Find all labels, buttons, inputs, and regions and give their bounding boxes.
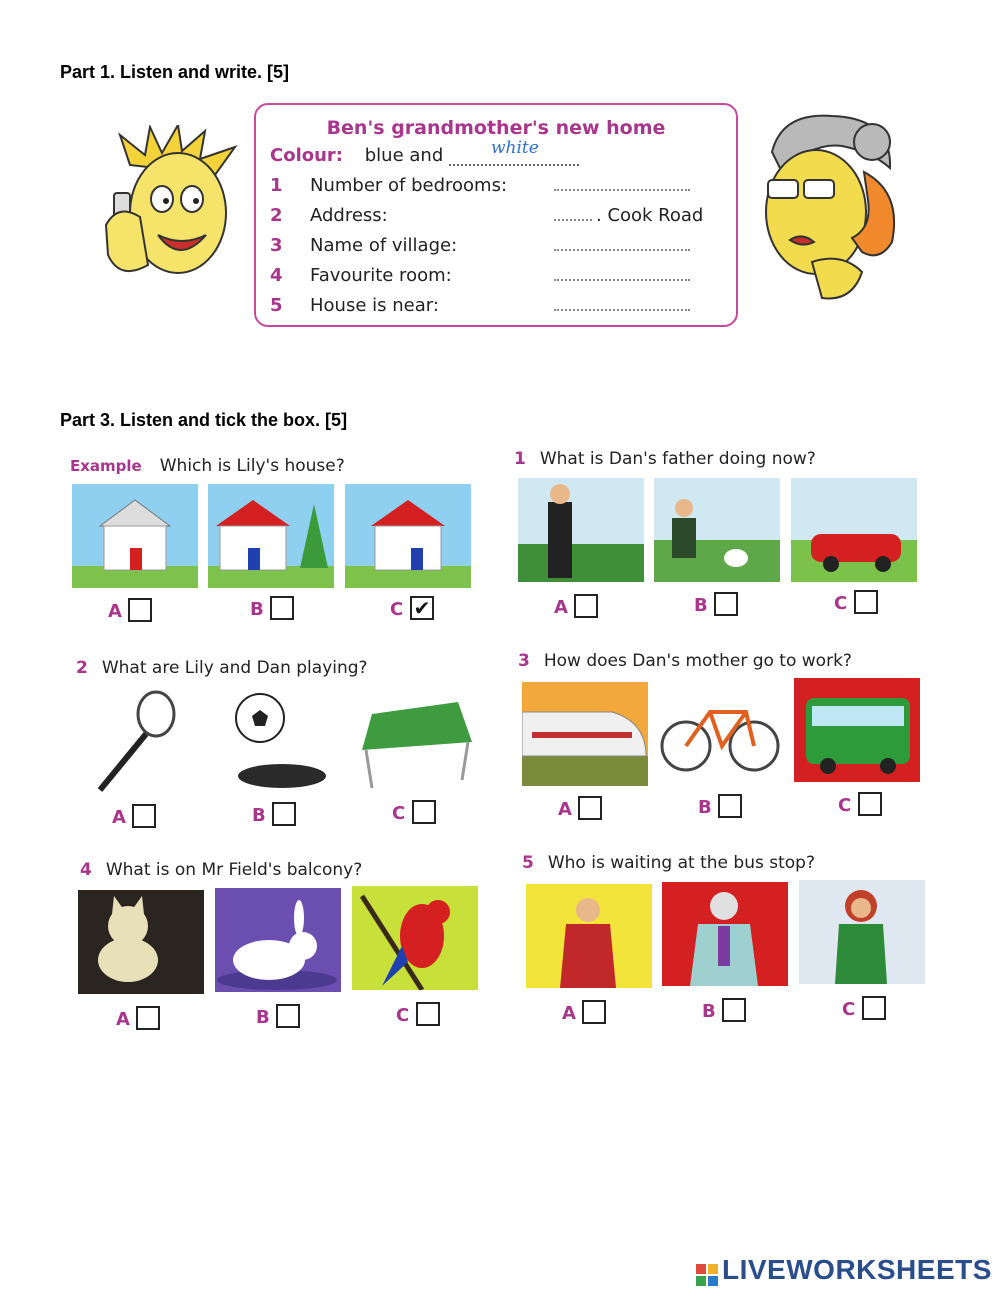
option-letter: A: [112, 807, 126, 828]
question-number: 3: [270, 235, 283, 256]
answer-field-address[interactable]: [554, 219, 592, 221]
checkbox[interactable]: [276, 1004, 300, 1028]
q3-option-a[interactable]: [558, 798, 602, 822]
question-number: 4: [270, 265, 283, 286]
question-number: 2: [76, 658, 88, 678]
question-number: 2: [270, 205, 283, 226]
answer-field-near[interactable]: [554, 309, 690, 311]
q1-picture-a: [518, 478, 644, 582]
q2-picture-b: [222, 690, 348, 794]
option-letter: B: [694, 595, 708, 616]
question-5: [522, 853, 815, 873]
option-letter: C: [392, 803, 406, 824]
checkbox[interactable]: [412, 800, 436, 824]
q5-option-a[interactable]: [562, 1002, 606, 1026]
option-letter: C: [834, 593, 848, 614]
checkbox[interactable]: [128, 598, 152, 622]
q1-option-b[interactable]: [694, 594, 738, 618]
question-1: [514, 449, 816, 469]
answer-field-bedrooms[interactable]: [554, 189, 690, 191]
question-text: Name of village:: [310, 235, 458, 256]
part1-question-1: [270, 175, 726, 201]
q3-picture-a: [522, 682, 648, 786]
question-text: How does Dan's mother go to work?: [543, 651, 852, 671]
checkbox[interactable]: [416, 1002, 440, 1026]
checkbox-ticked[interactable]: ✔: [410, 596, 434, 620]
answer-field-village[interactable]: [554, 249, 690, 251]
option-letter: A: [116, 1009, 130, 1030]
grandmother-home-box: [254, 103, 738, 327]
example-question: [70, 456, 345, 476]
question-text: Address:: [310, 205, 388, 226]
q2-option-b[interactable]: [252, 804, 296, 828]
colour-answer-field[interactable]: [449, 138, 579, 166]
example-option-a[interactable]: [108, 600, 152, 624]
option-letter: A: [108, 601, 122, 622]
q5-option-c[interactable]: [842, 998, 886, 1022]
part3-title: Part 3. Listen and tick the box. [5]: [60, 410, 348, 430]
colour-label: Colour:: [270, 145, 344, 166]
logo-text: LIVEWORKSHEETS: [722, 1254, 992, 1285]
option-letter: A: [562, 1003, 576, 1024]
q1-option-c[interactable]: [834, 592, 878, 616]
checkbox[interactable]: [136, 1006, 160, 1030]
example-label: Example: [70, 457, 142, 475]
part1-question-5: [270, 295, 726, 321]
question-text: What are Lily and Dan playing?: [101, 658, 368, 678]
address-suffix: . Cook Road: [596, 205, 704, 226]
checkbox[interactable]: [574, 594, 598, 618]
q4-option-a[interactable]: [116, 1008, 160, 1032]
checkbox[interactable]: [714, 592, 738, 616]
checkbox[interactable]: [854, 590, 878, 614]
q2-option-a[interactable]: [112, 806, 156, 830]
q5-picture-c: [799, 880, 925, 984]
option-letter: B: [702, 1001, 716, 1022]
question-number: 3: [518, 651, 530, 671]
liveworksheets-logo: [696, 1254, 992, 1286]
q4-picture-c: [352, 886, 478, 990]
boy-on-phone-illustration: [100, 125, 245, 295]
colour-row: [270, 138, 579, 166]
checkbox[interactable]: [270, 596, 294, 620]
q4-option-b[interactable]: [256, 1006, 300, 1030]
q3-option-c[interactable]: [838, 794, 882, 818]
option-letter: B: [698, 797, 712, 818]
option-letter: A: [554, 597, 568, 618]
box-title: Ben's grandmother's new home: [326, 117, 666, 139]
answer-field-room[interactable]: [554, 279, 690, 281]
example-picture-a: [72, 484, 198, 588]
question-2: [76, 658, 368, 678]
checkbox[interactable]: [272, 802, 296, 826]
question-number: 5: [522, 853, 534, 873]
option-letter: C: [396, 1005, 410, 1026]
checkbox[interactable]: [718, 794, 742, 818]
checkbox[interactable]: [858, 792, 882, 816]
question-text: What is Dan's father doing now?: [539, 449, 816, 469]
colour-prefix: blue and: [364, 145, 444, 166]
example-option-b[interactable]: [250, 598, 294, 622]
option-letter: C: [842, 999, 856, 1020]
checkbox[interactable]: [578, 796, 602, 820]
checkbox[interactable]: [862, 996, 886, 1020]
example-option-c[interactable]: [390, 598, 434, 622]
part1-question-4: [270, 265, 726, 291]
q3-picture-c: [794, 678, 920, 782]
question-text: What is on Mr Field's balcony?: [105, 860, 363, 880]
example-picture-c: [345, 484, 471, 588]
q5-picture-a: [526, 884, 652, 988]
part1-question-3: [270, 235, 726, 261]
question-number: 1: [514, 449, 526, 469]
part1-title: Part 1. Listen and write. [5]: [60, 62, 290, 82]
option-letter: C: [838, 795, 852, 816]
option-letter: B: [252, 805, 266, 826]
option-letter: B: [256, 1007, 270, 1028]
question-text: Favourite room:: [310, 265, 452, 286]
example-picture-b: [208, 484, 334, 588]
checkbox[interactable]: [582, 1000, 606, 1024]
question-text: House is near:: [310, 295, 439, 316]
question-4: [80, 860, 362, 880]
question-text: Which is Lily's house?: [159, 456, 345, 476]
q1-picture-b: [654, 478, 780, 582]
q2-option-c[interactable]: [392, 802, 436, 826]
q4-picture-b: [215, 888, 341, 992]
q2-picture-a: [84, 690, 210, 794]
colour-answer: white: [490, 138, 539, 158]
question-text: Who is waiting at the bus stop?: [547, 853, 815, 873]
question-3: [518, 651, 852, 671]
option-letter: B: [250, 599, 264, 620]
logo-mark-icon: [696, 1261, 718, 1283]
checkbox[interactable]: [722, 998, 746, 1022]
part1-question-2: [270, 205, 726, 231]
q5-picture-b: [662, 882, 788, 986]
q2-picture-c: [352, 684, 478, 788]
q4-picture-a: [78, 890, 204, 994]
question-number: 1: [270, 175, 283, 196]
q4-option-c[interactable]: [396, 1004, 440, 1028]
question-number: 4: [80, 860, 92, 880]
q3-option-b[interactable]: [698, 796, 742, 820]
q3-picture-b: [656, 682, 782, 786]
q1-picture-c: [791, 478, 917, 582]
grandmother-on-phone-illustration: [752, 112, 902, 304]
option-letter: C: [390, 599, 404, 620]
option-letter: A: [558, 799, 572, 820]
checkbox[interactable]: [132, 804, 156, 828]
question-text: Number of bedrooms:: [310, 175, 508, 196]
q1-option-a[interactable]: [554, 596, 598, 620]
question-number: 5: [270, 295, 283, 316]
q5-option-b[interactable]: [702, 1000, 746, 1024]
